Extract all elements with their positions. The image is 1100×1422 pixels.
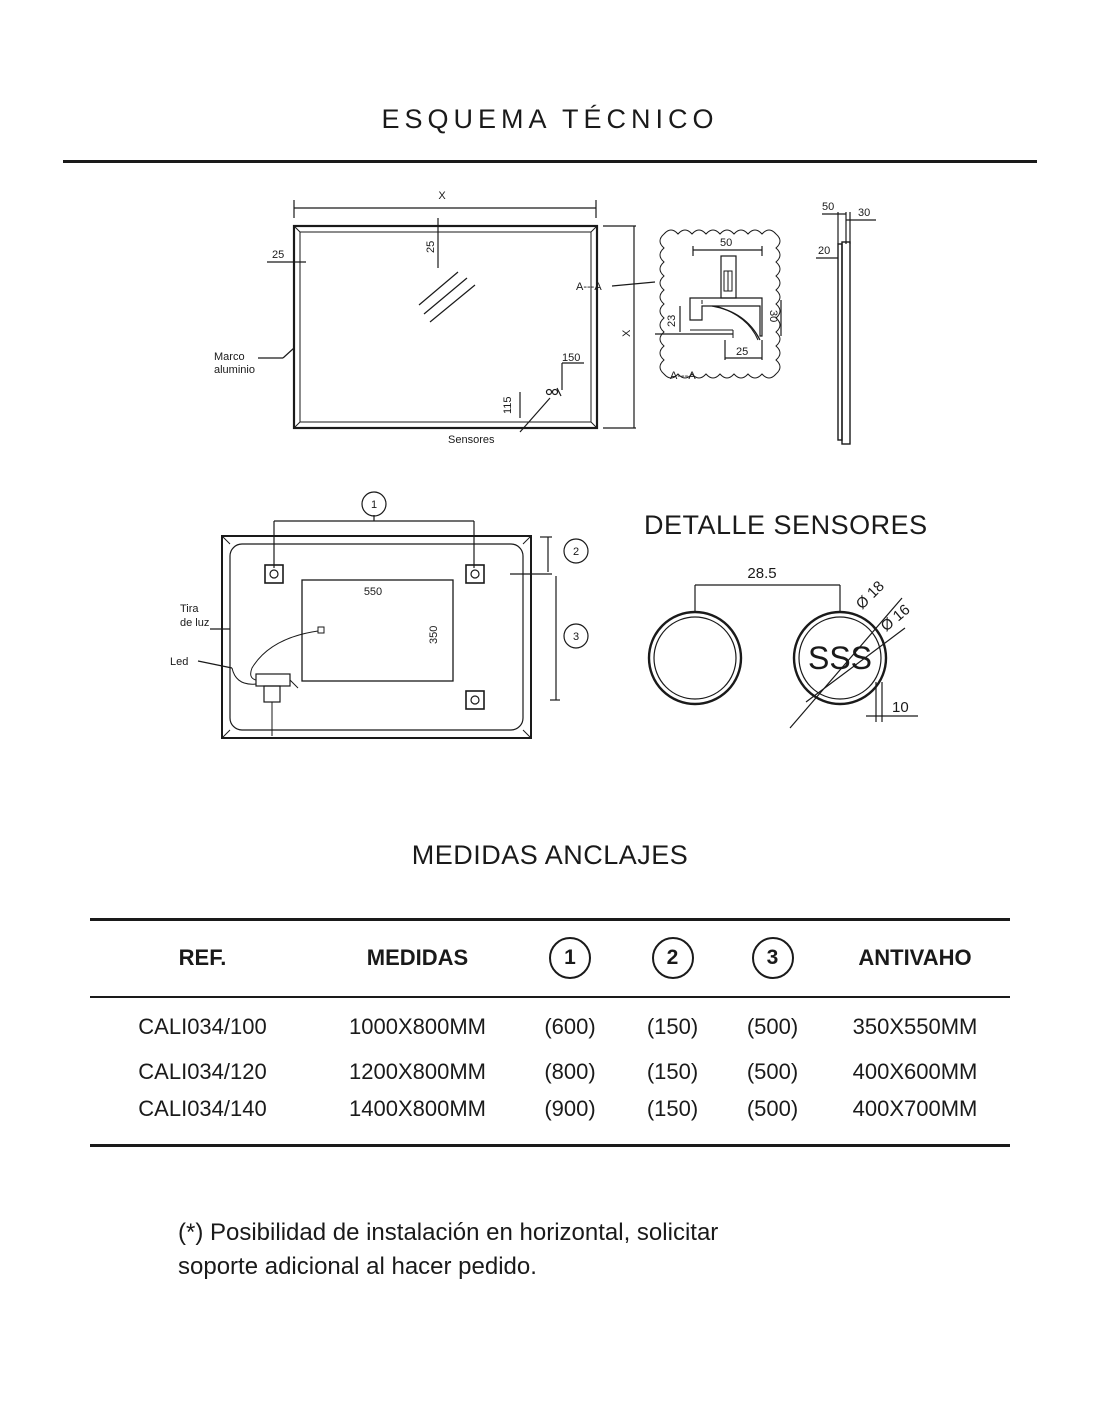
marker-2-label: 2: [572, 546, 580, 558]
cell-ref: CALI034/120: [138, 1059, 267, 1084]
outer-diameter: Ø 18: [852, 577, 888, 613]
sensor-symbol: SSS: [807, 640, 873, 676]
table-row: [90, 1096, 1010, 1146]
mirror-outer-frame: [294, 226, 597, 428]
marker-3-label: 3: [572, 631, 580, 643]
footnote-line1: (*) Posibilidad de instalación en horizontal, solicitar: [178, 1219, 719, 1246]
front-view: [214, 190, 655, 446]
anchors-table: [90, 918, 1010, 1147]
header-anchor-2: 2: [652, 937, 694, 979]
header-ref: REF.: [178, 945, 227, 971]
marker-1-label: 1: [370, 499, 378, 511]
sensor-icon: [547, 388, 562, 396]
table-row: [90, 1049, 1010, 1096]
side-dim-20: 20: [818, 245, 831, 257]
cell-anchor-3: (500): [746, 1095, 799, 1121]
anchors-title: MEDIDAS ANCLAJES: [411, 840, 689, 870]
side-view: [816, 201, 876, 444]
cell-anchor-2: (150): [646, 1095, 699, 1121]
side-dim-30: 30: [858, 207, 871, 219]
cell-anchor-1: (800): [544, 1059, 596, 1084]
cell-ref: CALI034/140: [138, 1095, 267, 1121]
cell-medidas: 1000X800MM: [349, 1014, 486, 1039]
section-dim-top: 50: [720, 237, 733, 249]
height-label: X: [621, 329, 633, 337]
sensor-detail-title: DETALLE SENSORES: [644, 510, 928, 540]
antifog-width: 550: [363, 586, 383, 598]
cell-medidas: 1400X800MM: [349, 1095, 486, 1121]
light-strip-line1: Tira: [180, 603, 199, 615]
led-connector: [318, 627, 324, 633]
section-dim-left: 23: [666, 314, 678, 327]
page-title: ESQUEMA TÉCNICO: [381, 104, 719, 134]
frame-left-dim: 25: [272, 249, 285, 261]
cell-antivaho: 400X600MM: [852, 1059, 978, 1084]
cell-medidas: 1200X800MM: [349, 1059, 486, 1084]
anchor-point-top-right: [466, 565, 484, 583]
light-strip-line2: de luz: [180, 617, 210, 629]
sensor-offset-y: 115: [502, 396, 514, 414]
cell-anchor-3: (500): [746, 1059, 799, 1084]
table-header-row: [90, 920, 1010, 997]
side-dim-50: 50: [822, 201, 835, 213]
footnote-line2: soporte adicional al hacer pedido.: [178, 1253, 537, 1280]
header-anchor-3: 3: [752, 937, 794, 979]
cell-anchor-2: (150): [646, 1014, 699, 1039]
footnote: [178, 1216, 938, 1284]
led-driver: [256, 674, 290, 686]
header-medidas: MEDIDAS: [366, 945, 469, 971]
side-profile-frame: [842, 242, 850, 444]
frame-callout-line1: Marco: [214, 351, 245, 363]
cell-anchor-1: (900): [544, 1095, 596, 1121]
cell-anchor-3: (500): [746, 1014, 799, 1039]
frame-callout-line2: aluminio: [214, 364, 255, 376]
cell-antivaho: 400X700MM: [852, 1095, 978, 1121]
section-dim-bottom: 25: [736, 346, 749, 358]
sensor-depth: 10: [892, 699, 909, 716]
section-label: A---A: [670, 370, 696, 382]
led-label: Led: [170, 656, 189, 668]
cell-anchor-1: (600): [544, 1014, 596, 1039]
inner-diameter: Ø 16: [877, 601, 914, 636]
section-cut-label: A---A: [576, 281, 602, 293]
frame-top-dim: 25: [425, 240, 437, 253]
width-label: X: [438, 190, 446, 202]
sensor-offset-x: 150: [562, 352, 581, 364]
anchor-point-bottom-right: [466, 691, 484, 709]
table-row: [90, 997, 1010, 1049]
section-dim-right: 30: [767, 310, 779, 323]
glass-reflection-line: [419, 272, 458, 305]
cell-ref: CALI034/100: [138, 1014, 267, 1039]
cell-anchor-2: (150): [646, 1059, 699, 1084]
sensor-callout: Sensores: [448, 434, 495, 446]
sensor-callout-leader: [520, 398, 550, 432]
sensor-detail: [649, 565, 918, 728]
section-detail: [655, 230, 781, 382]
header-anchor-1: 1: [549, 937, 591, 979]
sensor-spacing: 28.5: [747, 565, 777, 582]
back-view: [170, 492, 588, 738]
antifog-height: 350: [428, 625, 440, 644]
sensor-circle-left: [649, 612, 741, 704]
header-antivaho: ANTIVAHO: [858, 945, 972, 971]
cell-antivaho: 350X550MM: [852, 1014, 978, 1039]
